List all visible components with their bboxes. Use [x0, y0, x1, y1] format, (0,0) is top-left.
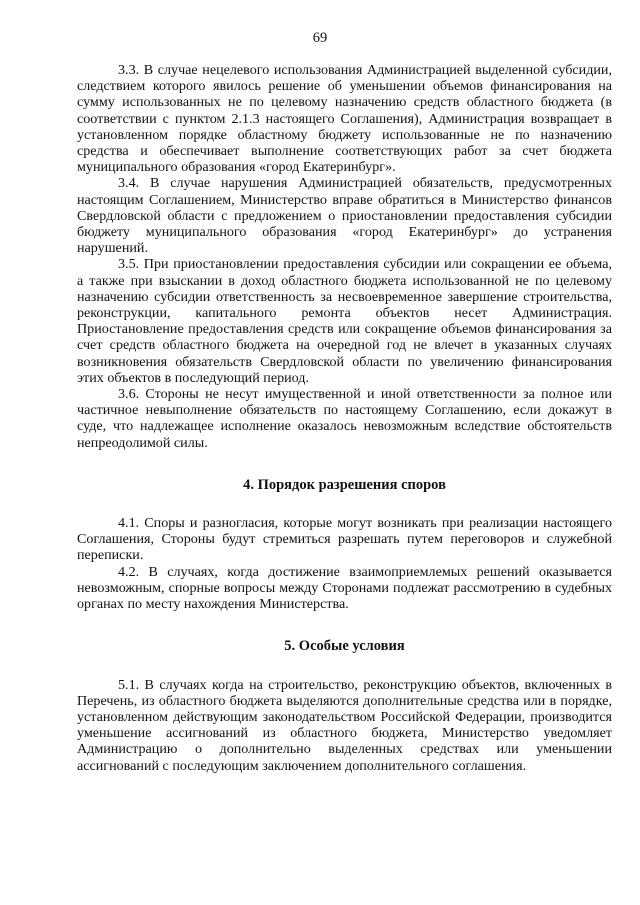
paragraph-3-5: 3.5. При приостановлении предоставления субсидии или сокращении ее объема, а также при взыскании в доход областного бюджета использованной не по целевому назначению субсидии ответственность за несвоевременное завершение строительства, реконструкции, капитального ремонта объектов несет Администрация. Приостановление предоставления средств или сокращение объемов финансирования за счет средств областного бюджета на очередной год не влечет в указанных случаях возникновения обязательств Свердловской области по увеличению финансирования этих объектов в последующий период.	[77, 256, 612, 386]
paragraph-5-1: 5.1. В случаях когда на строительство, реконструкцию объектов, включенных в Перечень, из областного бюджета выделяются дополнительные средства или в порядке, установленном действующим законодательством Российской Федерации, производится уменьшение ассигнований из областного бюджета, Министерство уведомляет Администрацию о дополнительно выделенных средствах или уменьшении ассигнований с последующим заключением дополнительного соглашения.	[77, 676, 612, 774]
section-5-heading: 5. Особые условия	[284, 638, 405, 655]
paragraph-4-1: 4.1. Споры и разногласия, которые могут возникать при реализации настоящего Соглашения, Стороны будут стремиться разрешать путем переговоров и служебной переписки.	[77, 515, 612, 564]
paragraph-3-3: 3.3. В случае нецелевого использования Администрацией выделенной субсидии, следствием которого явилось решение об уменьшении объемов финансирования на сумму использованных не по целевому назначению средств областного бюджета (в соответствии с пунктом 2.1.3 настоящего Соглашения), Администрация возвращает в установленном порядке областному бюджету использованные не по назначению средства и обеспечивает выполнение соответствующих работ за счет бюджета муниципального образования «город Екатеринбург».	[77, 62, 612, 176]
document-body	[77, 62, 612, 774]
page-number: 69	[312, 30, 328, 46]
paragraph-3-6: 3.6. Стороны не несут имущественной и иной ответственности за полное или частичное невыполнение обязательств по настоящему Соглашению, если докажут в суде, что надлежащее исполнение оказалось невозможным вследствие обстоятельств непреодолимой силы.	[77, 386, 612, 451]
section-4-heading: 4. Порядок разрешения споров	[243, 476, 446, 493]
paragraph-4-2: 4.2. В случаях, когда достижение взаимоприемлемых решений оказывается невозможным, спорные вопросы между Сторонами подлежат рассмотрению в судебных органах по месту нахождения Министерства.	[77, 563, 612, 613]
paragraph-3-4: 3.4. В случае нарушения Администрацией обязательств, предусмотренных настоящим Соглашением, Министерство вправе обратиться в Министерство финансов Свердловской области с предложением о приостановлении предоставления субсидии бюджету муниципального образования «город Екатеринбург» до устранения нарушений.	[77, 175, 612, 257]
